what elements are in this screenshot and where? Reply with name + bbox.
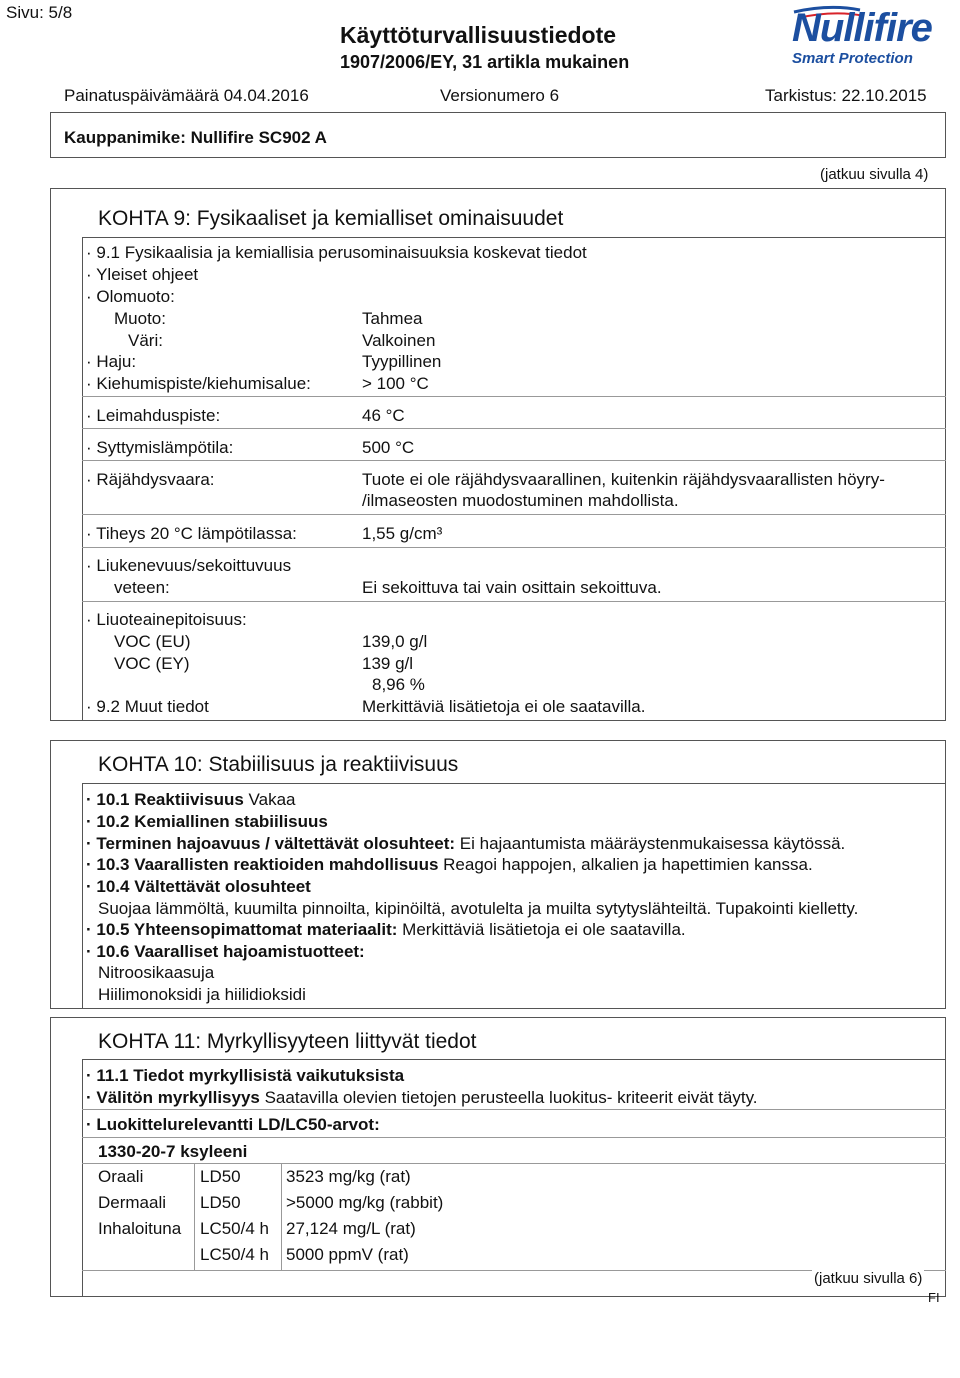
reactivity-value: Vakaa [243, 790, 296, 809]
product-name: Kauppanimike: Nullifire SC902 A [64, 128, 327, 147]
table-column-divider [194, 1163, 195, 1270]
other-info-label: · 9.2 Muut tiedot [86, 697, 209, 716]
divider [82, 460, 946, 461]
route-cell: Dermaali [98, 1193, 167, 1212]
divider [82, 1109, 946, 1110]
explosion-label: · Räjähdysvaara: [86, 470, 215, 489]
table-column-divider [281, 1163, 282, 1270]
appearance-label: · Olomuoto: [86, 287, 175, 306]
color-value: Valkoinen [362, 331, 436, 350]
section-11-title: KOHTA 11: Myrkyllisyyteen liittyvät tiedot [98, 1030, 477, 1053]
voc-eu-value: 139,0 g/l [362, 632, 428, 651]
explosion-value-line2: /ilmaseosten muodostuminen mahdollista. [362, 491, 679, 510]
reactivity-label: · 10.1 Reaktiivisuus [86, 790, 244, 809]
s9-subheading: · 9.1 Fysikaalisia ja kemiallisia perusominaisuuksia koskevat tiedot [86, 243, 587, 262]
hazardous-reactions-row [86, 854, 813, 875]
version-number: Versionumero 6 [440, 86, 560, 105]
voc-ey-value: 139 g/l [362, 654, 414, 673]
revision-date: Tarkistus: 22.10.2015 [765, 86, 927, 105]
incompatible-materials-label: · 10.5 Yhteensopimattomat materiaalit: [86, 920, 398, 939]
logo-tagline: Smart Protection [792, 50, 913, 67]
value-cell: >5000 mg/kg (rabbit) [286, 1193, 444, 1212]
divider [82, 1163, 946, 1164]
divider [82, 428, 946, 429]
type-cell: LC50/4 h [200, 1219, 269, 1238]
voc-percent: 8,96 % [372, 675, 425, 694]
decomposition-product-1: Nitroosikaasuja [98, 963, 215, 982]
product-name-box [50, 112, 946, 158]
divider [82, 547, 946, 548]
decomposition-product-2: Hiilimonoksidi ja hiilidioksidi [98, 985, 306, 1004]
section-9-title: KOHTA 9: Fysikaaliset ja kemialliset ominaisuudet [98, 207, 564, 230]
acute-toxicity-label: · Välitön myrkyllisyys [86, 1088, 260, 1107]
ignition-label: · Syttymislämpötila: [86, 438, 234, 457]
solubility-label-line2: veteen: [114, 578, 170, 597]
boiling-value: > 100 °C [362, 374, 429, 393]
thermal-decomposition-value: Ei hajaantumista määräystenmukaisessa käytössä. [455, 834, 846, 853]
continued-to: (jatkuu sivulla 6) [814, 1270, 923, 1287]
odor-value: Tyypillinen [362, 352, 442, 371]
type-cell: LD50 [200, 1193, 241, 1212]
solubility-label-line1: · Liukenevuus/sekoittuvuus [86, 556, 292, 575]
acute-toxicity-value: Saatavilla olevien tietojen perusteella luokitus- kriteerit eivät täyty. [259, 1088, 758, 1107]
flash-point-label: · Leimahduspiste: [86, 406, 221, 425]
density-value: 1,55 g/cm³ [362, 524, 443, 543]
other-info-value: Merkittäviä lisätietoja ei ole saatavilla. [362, 697, 646, 716]
toxicological-info-label: · 11.1 Tiedot myrkyllisistä vaikutuksista [86, 1066, 405, 1085]
value-cell: 3523 mg/kg (rat) [286, 1167, 411, 1186]
form-value: Tahmea [362, 309, 423, 328]
boiling-label: · Kiehumispiste/kiehumisalue: [86, 374, 311, 393]
reactivity-row [86, 789, 295, 810]
conditions-to-avoid-label: · 10.4 Vältettävät olosuhteet [86, 877, 311, 896]
logo-name: Nullifire [792, 6, 932, 50]
route-cell: Inhaloituna [98, 1219, 182, 1238]
nullifire-logo [790, 4, 950, 68]
ignition-value: 500 °C [362, 438, 415, 457]
acute-toxicity-row [86, 1087, 758, 1108]
incompatible-materials-row [86, 919, 686, 940]
hazardous-reactions-label: · 10.3 Vaarallisten reaktioiden mahdollisuus [86, 855, 439, 874]
incompatible-materials-value: Merkittäviä lisätietoja ei ole saatavilla. [397, 920, 686, 939]
solvent-content-label: · Liuoteainepitoisuus: [86, 610, 247, 629]
document-title: Käyttöturvallisuustiedote [340, 22, 617, 48]
voc-eu-label: VOC (EU) [114, 632, 191, 651]
language-code: FI [928, 1290, 940, 1305]
density-label: · Tiheys 20 °C lämpötilassa: [86, 524, 297, 543]
divider [82, 1137, 946, 1138]
divider [82, 601, 946, 602]
type-cell: LD50 [200, 1167, 241, 1186]
flash-point-value: 46 °C [362, 406, 405, 425]
solubility-value: Ei sekoittuva tai vain osittain sekoittuva. [362, 578, 662, 597]
type-cell: LC50/4 h [200, 1245, 269, 1264]
voc-ey-label: VOC (EY) [114, 654, 190, 673]
conditions-to-avoid-value: Suojaa lämmöltä, kuumilta pinnoilta, kipinöiltä, avotulelta ja muilta sytytyslähteiltä. Tupakointi kielletty. [98, 899, 859, 918]
explosion-value-line1: Tuote ei ole räjähdysvaarallinen, kuitenkin räjähdysvaarallisten höyry- [362, 470, 885, 489]
substance-name: 1330-20-7 ksyleeni [98, 1142, 248, 1161]
thermal-decomposition-label: · Terminen hajoavuus / vältettävät olosuhteet: [86, 834, 456, 853]
value-cell: 5000 ppmV (rat) [286, 1245, 409, 1264]
value-cell: 27,124 mg/L (rat) [286, 1219, 416, 1238]
section-10-title: KOHTA 10: Stabiilisuus ja reaktiivisuus [98, 753, 459, 776]
odor-label: · Haju: [86, 352, 137, 371]
continued-from: (jatkuu sivulla 4) [820, 166, 929, 183]
ld-lc50-label: · Luokittelurelevantti LD/LC50-arvot: [86, 1115, 380, 1134]
divider [82, 396, 946, 397]
hazardous-reactions-value: Reagoi happojen, alkalien ja hapettimien kanssa. [438, 855, 813, 874]
color-label: Väri: [128, 331, 163, 350]
form-label: Muoto: [114, 309, 166, 328]
divider [82, 514, 946, 515]
thermal-decomposition-row [86, 833, 845, 854]
chemical-stability-label: · 10.2 Kemiallinen stabiilisuus [86, 812, 328, 831]
route-cell: Oraali [98, 1167, 144, 1186]
page-number: Sivu: 5/8 [6, 3, 73, 22]
print-date: Painatuspäivämäärä 04.04.2016 [64, 86, 309, 105]
decomposition-products-label: · 10.6 Vaaralliset hajoamistuotteet: [86, 942, 365, 961]
regulation-reference: 1907/2006/EY, 31 artikla mukainen [340, 52, 630, 72]
general-info: · Yleiset ohjeet [86, 265, 199, 284]
